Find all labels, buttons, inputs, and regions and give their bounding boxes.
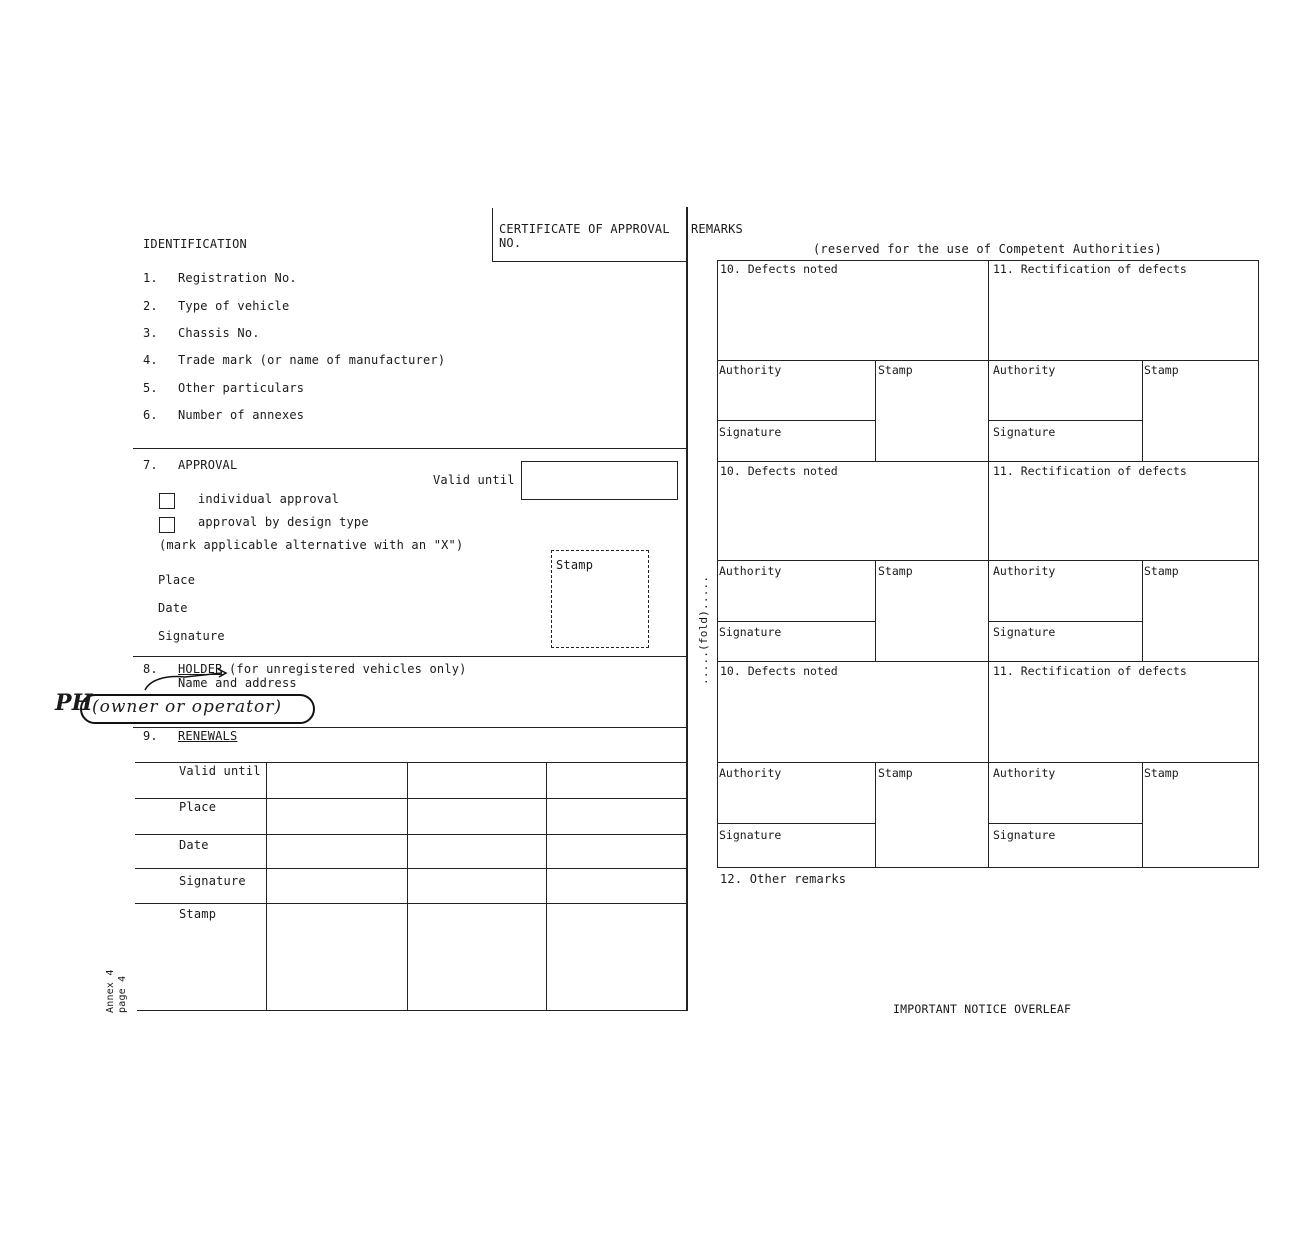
renewals-col-line xyxy=(266,762,267,1010)
approval-num: 7. xyxy=(143,458,158,472)
id-item-label: Registration No. xyxy=(178,271,297,285)
stamp-col-line xyxy=(1142,360,1143,461)
renewals-row-line xyxy=(135,834,687,835)
signature-line xyxy=(988,420,1142,421)
renewals-row-line xyxy=(137,1010,687,1011)
approval-place-label: Place xyxy=(158,573,196,587)
remarks-block-line xyxy=(717,461,1258,462)
defects-noted-label: 10. Defects noted xyxy=(720,464,838,478)
renewals-num: 9. xyxy=(143,729,158,743)
cert-box-left-border xyxy=(492,208,493,262)
signature-label: Signature xyxy=(993,828,1056,842)
signature-label: Signature xyxy=(993,425,1056,439)
renewals-row-label: Valid until xyxy=(179,764,261,778)
signature-label: Signature xyxy=(719,828,782,842)
id-item-label: Other particulars xyxy=(178,381,305,395)
approval-instruction: (mark applicable alternative with an "X") xyxy=(159,538,464,552)
id-item-label: Type of vehicle xyxy=(178,299,290,313)
center-divider xyxy=(686,207,688,1011)
renewals-heading: RENEWALS xyxy=(178,729,238,743)
renewals-col-line xyxy=(546,762,547,1010)
design-type-checkbox[interactable] xyxy=(159,517,175,533)
authority-label: Authority xyxy=(719,564,782,578)
authority-label: Authority xyxy=(993,564,1056,578)
approval-valid-until: Valid until xyxy=(433,473,515,487)
defects-noted-label: 10. Defects noted xyxy=(720,262,838,276)
signature-line xyxy=(988,621,1142,622)
remarks-block-line xyxy=(717,762,1258,763)
approval-signature-label: Signature xyxy=(158,629,225,643)
id-item-num: 1. xyxy=(143,271,158,285)
authority-label: Authority xyxy=(993,766,1056,780)
stamp-col-line xyxy=(875,560,876,661)
handwritten-initials: PH xyxy=(55,690,93,716)
authority-label: Authority xyxy=(719,363,782,377)
section-divider xyxy=(133,656,687,657)
stamp-col-line xyxy=(1142,560,1143,661)
remarks-subtitle: (reserved for the use of Competent Authorities) xyxy=(813,242,1162,256)
section-divider xyxy=(133,727,687,728)
renewals-row-line xyxy=(135,868,687,869)
approval-heading: APPROVAL xyxy=(178,458,238,472)
cert-no: NO. xyxy=(499,236,522,250)
individual-approval-checkbox[interactable] xyxy=(159,493,175,509)
approval-date-label: Date xyxy=(158,601,188,615)
holder-num: 8. xyxy=(143,662,158,676)
stamp-label: Stamp xyxy=(1144,363,1179,377)
renewals-row-line xyxy=(135,762,687,763)
holder-heading: HOLDER xyxy=(178,662,223,676)
id-item-label: Number of annexes xyxy=(178,408,305,422)
stamp-col-line xyxy=(875,360,876,461)
renewals-row-label: Signature xyxy=(179,874,246,888)
renewals-row-label: Stamp xyxy=(179,907,217,921)
rectification-label: 11. Rectification of defects xyxy=(993,464,1187,478)
important-notice: IMPORTANT NOTICE OVERLEAF xyxy=(893,1002,1072,1016)
rectification-label: 11. Rectification of defects xyxy=(993,664,1187,678)
defects-noted-label: 10. Defects noted xyxy=(720,664,838,678)
authority-label: Authority xyxy=(993,363,1056,377)
remarks-block-line xyxy=(717,661,1258,662)
id-item-label: Chassis No. xyxy=(178,326,260,340)
signature-line xyxy=(717,420,875,421)
rectification-label: 11. Rectification of defects xyxy=(993,262,1187,276)
stamp-col-line xyxy=(875,762,876,867)
id-item-num: 5. xyxy=(143,381,158,395)
other-remarks-label: 12. Other remarks xyxy=(720,872,847,886)
cert-box-bottom-border xyxy=(492,261,687,262)
renewals-row-label: Place xyxy=(179,800,217,814)
annex-note-line2: page 4 xyxy=(117,975,128,1013)
remarks-block-line xyxy=(717,360,1258,361)
remarks-heading: REMARKS xyxy=(691,222,743,236)
renewals-col-line xyxy=(407,762,408,1010)
renewals-row-label: Date xyxy=(179,838,209,852)
id-item-num: 2. xyxy=(143,299,158,313)
signature-label: Signature xyxy=(719,625,782,639)
signature-label: Signature xyxy=(993,625,1056,639)
cert-title: CERTIFICATE OF APPROVAL xyxy=(499,222,670,236)
signature-line xyxy=(988,823,1142,824)
fold-mark: .....(fold)..... xyxy=(697,575,710,685)
design-type-label: approval by design type xyxy=(198,515,369,529)
id-item-num: 4. xyxy=(143,353,158,367)
id-item-num: 3. xyxy=(143,326,158,340)
section-divider xyxy=(133,448,687,449)
annex-note-line1: Annex 4 xyxy=(105,969,116,1013)
signature-line xyxy=(717,823,875,824)
holder-subtitle: Name and address xyxy=(178,676,297,690)
id-item-num: 6. xyxy=(143,408,158,422)
stamp-label: Stamp xyxy=(878,363,913,377)
signature-line xyxy=(717,621,875,622)
identification-heading: IDENTIFICATION xyxy=(143,237,247,251)
renewals-row-line xyxy=(135,798,687,799)
stamp-label: Stamp xyxy=(878,766,913,780)
valid-until-field[interactable] xyxy=(521,461,678,500)
approval-stamp-label: Stamp xyxy=(556,558,594,572)
individual-approval-label: individual approval xyxy=(198,492,340,506)
stamp-label: Stamp xyxy=(1144,766,1179,780)
stamp-label: Stamp xyxy=(1144,564,1179,578)
authority-label: Authority xyxy=(719,766,782,780)
handwritten-insert-mark xyxy=(140,665,240,695)
stamp-label: Stamp xyxy=(878,564,913,578)
handwritten-insert-text: (owner or operator) xyxy=(92,697,282,717)
id-item-label: Trade mark (or name of manufacturer) xyxy=(178,353,446,367)
renewals-row-line xyxy=(135,903,687,904)
remarks-block-line xyxy=(717,560,1258,561)
holder-qualifier: (for unregistered vehicles only) xyxy=(229,662,467,676)
remarks-center-line xyxy=(988,260,989,867)
signature-label: Signature xyxy=(719,425,782,439)
stamp-col-line xyxy=(1142,762,1143,867)
